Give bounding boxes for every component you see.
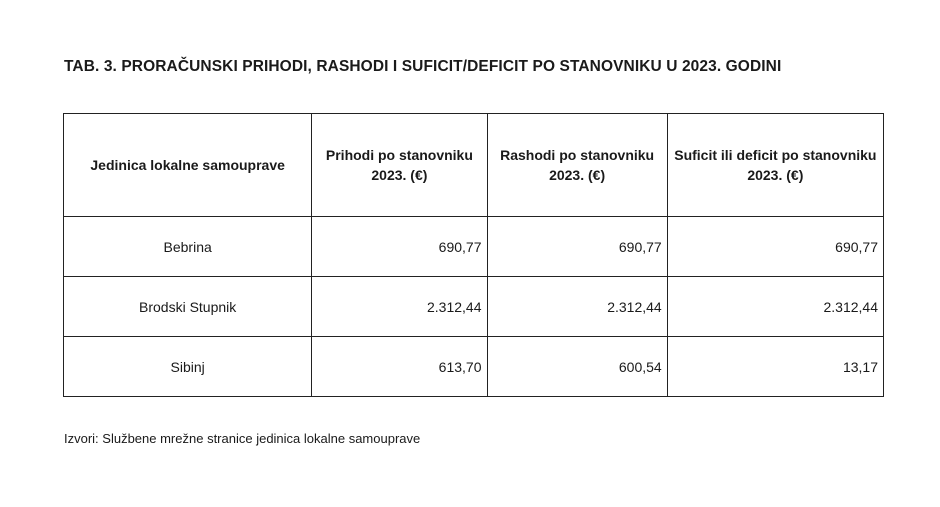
header-jedinica: Jedinica lokalne samouprave xyxy=(64,114,312,217)
cell-prihodi: 690,77 xyxy=(312,217,487,277)
cell-rashodi: 600,54 xyxy=(487,337,667,397)
cell-prihodi: 613,70 xyxy=(312,337,487,397)
budget-table xyxy=(63,113,884,397)
source-note: Izvori: Službene mrežne stranice jedinica lokalne samouprave xyxy=(64,431,421,446)
header-suficit: Suficit ili deficit po stanovniku 2023. (€) xyxy=(667,114,883,217)
cell-jedinica: Sibinj xyxy=(64,337,312,397)
table-title: TAB. 3. PRORAČUNSKI PRIHODI, RASHODI I SUFICIT/DEFICIT PO STANOVNIKU U 2023. GODINI xyxy=(64,58,782,75)
table-header-row xyxy=(64,114,884,217)
cell-jedinica: Brodski Stupnik xyxy=(64,277,312,337)
header-prihodi: Prihodi po stanovniku 2023. (€) xyxy=(312,114,487,217)
table-row xyxy=(64,277,884,337)
table-row xyxy=(64,217,884,277)
cell-suficit: 2.312,44 xyxy=(667,277,883,337)
cell-jedinica: Bebrina xyxy=(64,217,312,277)
table-row xyxy=(64,337,884,397)
cell-suficit: 690,77 xyxy=(667,217,883,277)
cell-rashodi: 690,77 xyxy=(487,217,667,277)
cell-prihodi: 2.312,44 xyxy=(312,277,487,337)
header-rashodi: Rashodi po stanovniku 2023. (€) xyxy=(487,114,667,217)
cell-rashodi: 2.312,44 xyxy=(487,277,667,337)
cell-suficit: 13,17 xyxy=(667,337,883,397)
